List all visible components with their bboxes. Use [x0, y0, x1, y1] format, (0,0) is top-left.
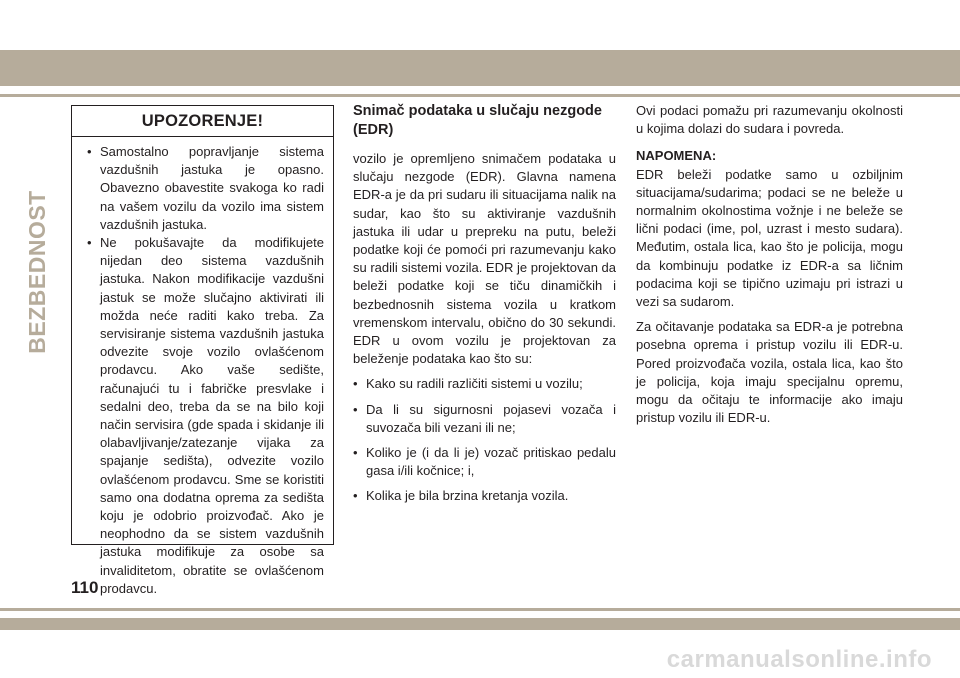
footer-rule	[0, 608, 960, 611]
footer-band	[0, 618, 960, 630]
edr-column-continued	[636, 102, 903, 434]
note-text: EDR beleži podatke samo u ozbiljnim situacijama/sudarima; podaci se ne beleže u normalnim okolnostima vožnje i ne beleže se lični podaci (ime, pol, uzrast i mesto sudara). Međutim, ostala lica, kao što je policija, mogu da kombinuju podatke iz EDR-a sa ličnim podacima koji se tipično uzimaju pri istrazi u vezi sa sudarom.	[636, 166, 903, 310]
bullet-dot-icon: •	[353, 488, 358, 504]
warning-title: UPOZORENJE!	[72, 106, 333, 137]
edr-heading: Snimač podataka u slučaju nezgode (EDR)	[353, 103, 602, 138]
header-rule	[0, 94, 960, 97]
page-number: 110	[71, 578, 99, 597]
edr-bullet-text: Da li su sigurnosni pojasevi vozača i suvozača bili vezani ili ne;	[366, 401, 616, 435]
edr-column	[353, 102, 616, 513]
edr-bullet	[353, 444, 616, 480]
edr-bullet-text: Kako su radili različiti sistemi u vozilu;	[366, 376, 583, 392]
note-label: NAPOMENA:	[636, 148, 717, 164]
edr-bullet-text: Koliko je (i da li je) vozač pritiskao pedalu gasa i/ili kočnice; i,	[366, 445, 616, 479]
edr-bullet	[353, 401, 616, 437]
edr-bullet	[353, 487, 616, 505]
warning-item: • Ne pokušavajte da modifikujete nijedan deo sistema vazdušnih jastuka. Nakon modifikacije vazdušni jastuk se može slučajno aktivirati ili možda neće raditi kako treba. Za servisiranje sistema vazdušnih jastuka odvezite svoje vozilo ovlašćenom prodavcu. Ako vaše sedište, računajući tu i fabričke presvlake i sedalni deo, treba da se na bilo koji način servisira (gde spada i skidanje ili olabavljivanje/zatezanje vijaka za spajanje sedišta), odvezite vozilo ovlašćenom prodavcu. Sme se koristiti samo ona dodatna oprema za sedišta koju je odobrio proizvođač. Ako je neophodno da se sistem vazdušnih jastuka modifikuje za osobe sa invaliditetom, obratite se ovlašćenom prodavcu.	[87, 234, 324, 598]
bullet-dot-icon: •	[353, 401, 358, 417]
section-side-title	[23, 190, 50, 354]
watermark: carmanualsonline.info	[666, 646, 932, 673]
bullet-dot-icon: •	[353, 376, 358, 392]
bullet-dot-icon: •	[353, 445, 358, 461]
warning-item: • Samostalno popravljanje sistema vazdušnih jastuka je opasno. Obavezno obavestite svakoga ko radi na vašem vozilu da vozilo ima sistem vazdušnih jastuka.	[87, 143, 324, 234]
section-side-title-text: BEZBEDNOST	[23, 190, 50, 354]
header-band	[0, 50, 960, 86]
edr-intro: vozilo je opremljeno snimačem podataka u slučaju nezgode (EDR). Glavna namena EDR-a je da pri sudaru ili situacijama nalik na sudar, kao što su aktiviranje vazdušnih jastuka ili udar u prepreku na putu, beleži podatke koji će pomoći pri razumevanju kako su radili sistemi vozila. EDR je projektovan da beleži podatke koji se tiču dinamičkih i bezbednosnih sistema vozila u kratkom vremenskom intervalu, obično do 30 sekundi. EDR u ovom vozilu je projektovan za beleženje podataka kao što su:	[353, 151, 616, 367]
warning-list	[72, 137, 333, 598]
edr-reading-text: Za očitavanje podataka sa EDR-a je potrebna posebna oprema i pristup vozilu ili EDR-u. Pored proizvođača vozila, ostala lica, kao što je policija, koja imaju specijalnu opremu, mogu da očitaju te informacije ako imaju pristup vozilu ili EDR-u.	[636, 319, 903, 426]
edr-bullet	[353, 375, 616, 393]
edr-bullet-text: Kolika je bila brzina kretanja vozila.	[366, 488, 569, 504]
top-margin	[0, 0, 960, 50]
edr-help-text: Ovi podaci pomažu pri razumevanju okolnosti u kojima dolazi do sudara i povreda.	[636, 103, 903, 137]
